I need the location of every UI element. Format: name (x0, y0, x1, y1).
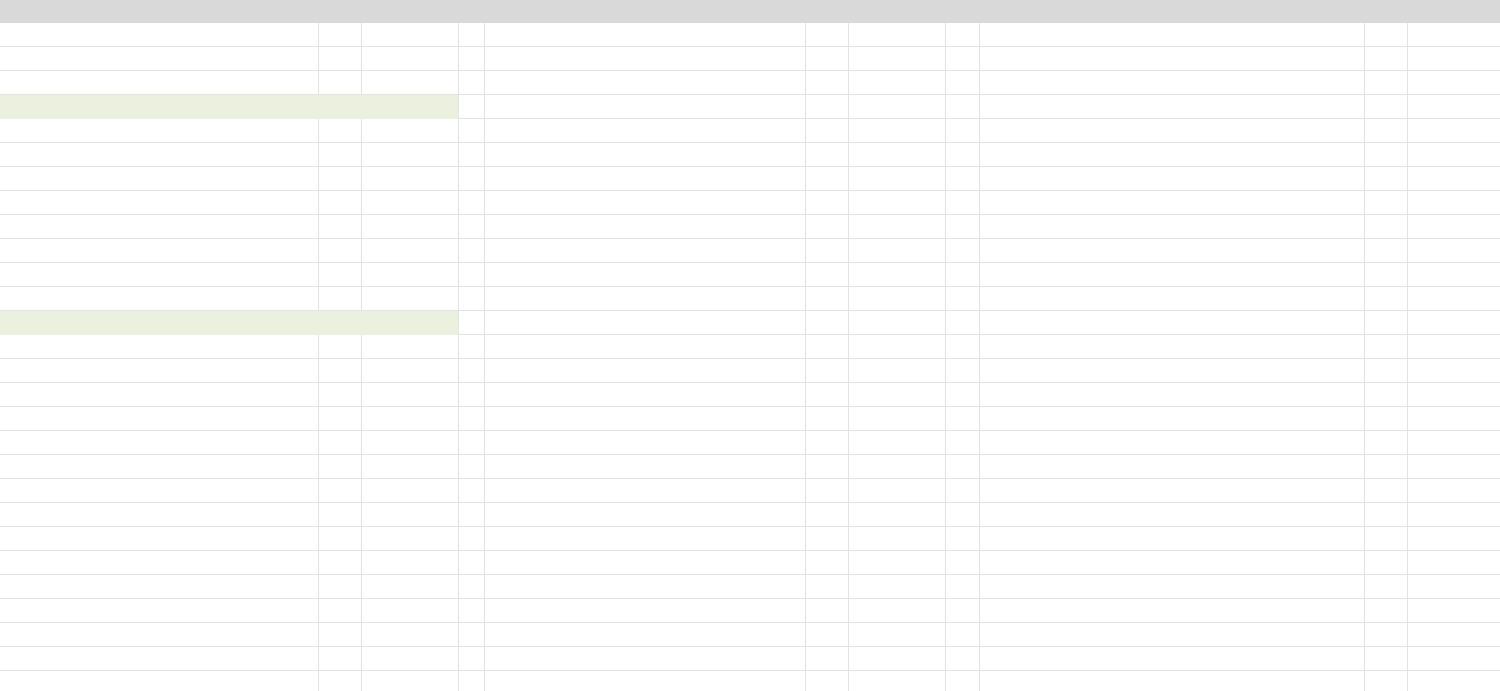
asset-row[interactable] (0, 455, 458, 479)
asset-row[interactable] (0, 215, 458, 239)
asset-row[interactable] (0, 479, 458, 503)
asset-row[interactable] (0, 359, 458, 383)
assets-title (0, 47, 458, 71)
offbalance-title (0, 551, 480, 575)
asset-row[interactable] (0, 95, 458, 119)
asset-row[interactable] (0, 335, 458, 359)
asset-row[interactable] (0, 239, 458, 263)
asset-row[interactable] (0, 287, 458, 311)
asset-row[interactable] (0, 407, 458, 431)
asset-row[interactable] (0, 191, 458, 215)
pnl-title (983, 47, 1500, 71)
asset-row[interactable] (0, 431, 458, 455)
liabilities-title (487, 47, 945, 71)
asset-row[interactable] (0, 311, 458, 335)
asset-row[interactable] (0, 143, 458, 167)
asset-row[interactable] (0, 383, 458, 407)
asset-row[interactable] (0, 263, 458, 287)
period-header (0, 0, 1500, 23)
asset-row[interactable] (0, 119, 458, 143)
asset-row[interactable] (0, 167, 458, 191)
